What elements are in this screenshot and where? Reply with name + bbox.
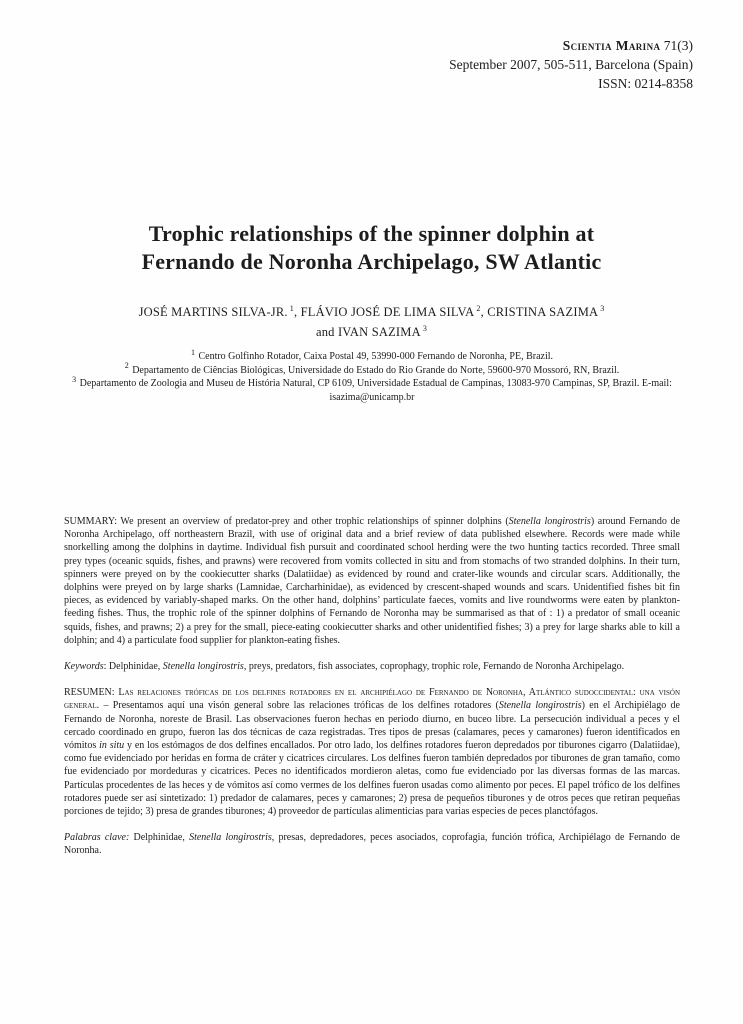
abstract-block bbox=[64, 515, 680, 871]
species-name-italic: Stenella longirostris bbox=[162, 661, 244, 673]
article-title-line1: Trophic relationships of the spinner dolphin at bbox=[148, 221, 595, 246]
journal-issn-line: ISSN: 0214-8358 bbox=[598, 76, 693, 91]
species-name-italic: Stenella longirostris bbox=[498, 700, 582, 712]
affiliation-line bbox=[64, 361, 680, 378]
palabras-clave-paragraph bbox=[64, 831, 680, 857]
affiliation-superscript: 1 bbox=[190, 347, 195, 357]
affiliation-superscript: 2 bbox=[124, 361, 129, 371]
resumen-smallcaps-title: Las relaciones tróficas de los delfines rotadores en el archipiélago de Fernando de Noronha, Atlántico sudoccidental: una visón general. bbox=[64, 687, 680, 712]
keywords-text: , preys, predators, fish associates, coprophagy, trophic role, Fernando de Noronha Archipelago. bbox=[243, 661, 625, 673]
article-title bbox=[0, 220, 743, 276]
author-separator: , bbox=[293, 305, 301, 319]
resumen-paragraph bbox=[64, 686, 680, 818]
affiliation-text: Departamento de Zoologia and Museu de História Natural, CP 6109, Universidade Estadual de Campinas, 13083-970 Campinas, SP, Brazil. E-mail: isazima@unicamp.br bbox=[77, 378, 672, 403]
authors-line-1 bbox=[0, 302, 743, 322]
resumen-text: – Presentamos aquí una visón general sobre las relaciones tróficas de los delfines rotadores ( bbox=[99, 700, 499, 712]
resumen-text: ) en el Archipiélago de Fernando de Noronha, noreste de Brasil. Las observaciones fueron hechas en periodo diurno, en buceo libre. La persecución individual a peces y el cercado coordinado en grupo, fueron las dos técnicas de caza registradas. Tres tipos de presas (calamares, peces y camarones) fueron identificados en vómitos bbox=[64, 700, 680, 752]
author-superscript: 3 bbox=[600, 303, 605, 313]
palabras-clave-text: Delphinidae, bbox=[129, 832, 190, 844]
journal-header bbox=[449, 36, 693, 93]
author-name: IVAN SAZIMA bbox=[337, 325, 421, 339]
affiliation-line bbox=[64, 374, 680, 404]
author-name: CRISTINA SAZIMA bbox=[487, 305, 599, 319]
author-name: JOSÉ MARTINS SILVA-JR. bbox=[138, 305, 288, 319]
summary-paragraph bbox=[64, 515, 680, 647]
species-name-italic: Stenella longirostris bbox=[189, 832, 272, 844]
authors-and: and bbox=[315, 325, 338, 339]
resumen-text: y en los estómagos de dos delfines encallados. Por otro lado, los delfines rotadores fueron depredados por tiburones cigarro (Dalatiidae), como fue evidenciado por heridas en forma de cráter y cicatrices circulares. Los delfines fueron también depredados por tiburones de gran tamaño, como fue evidenciado por mordeduras y cicatrices. Peces no identificados mordieron aletas, como fue evidenciado por las diversas formas de las marcas. Partículas procedentes de las heces y de vómitos así como vermes de los delfines fueron usadas como alimento por peces. El papel trófico de los delfines rotadores puede ser así sintetizado: 1) predador de calamares, peces y camarones; 2) presa de pequeños tiburones y de otros peces que retiran pequeñas porciones de tejido; 3) presa de grandes tiburones; 4) proveedor de partículas alimenticias para varias especies de peces planctófagos. bbox=[64, 740, 680, 818]
keywords-paragraph bbox=[64, 660, 680, 673]
author-superscript: 3 bbox=[422, 323, 428, 333]
author-name: FLÁVIO JOSÉ DE LIMA SILVA bbox=[300, 305, 475, 319]
resumen-label: RESUMEN: bbox=[64, 687, 119, 699]
article-title-line2: Fernando de Noronha Archipelago, SW Atlantic bbox=[141, 249, 602, 274]
authors-block bbox=[0, 302, 743, 342]
affiliation-superscript: 3 bbox=[72, 374, 77, 384]
species-name-italic: Stenella longirostris bbox=[508, 516, 591, 527]
journal-issue: 71(3) bbox=[660, 38, 693, 53]
affiliation-text: Departamento de Ciências Biológicas, Universidade do Estado do Rio Grande do Norte, 59600-970 Mossoró, RN, Brazil. bbox=[129, 364, 620, 376]
keywords-label: Keywords bbox=[64, 661, 104, 673]
summary-text: ) around Fernando de Noronha Archipelago, off northeastern Brazil, with use of original data and a brief review of data published elsewhere. Records were made while snorkelling among the dolphins in daytime. Individual fish pursuit and coordinated school herding were the two hunting tactics recorded. Three small prey types (oceanic squids, fishes, and prawns) were recovered from vomits collected in situ and from stomachs of two stranded dolphins. In their turn, spinners were preyed on by the cookiecutter sharks (Dalatiidae) as evidenced by round and crater-like wounds and circular scars. Additionally, the dolphins were preyed on by large sharks (Lamnidae, Carcharhinidae), as evidenced by crescent-shaped wounds and scars. Unidentified fishes bit fin pieces, as evidenced by variably-shaped marks. On the other hand, dolphins’ particulate faeces, vomits and live roundworms were eaten by plankton-feeding fishes. Thus, the trophic role of the spinner dolphins of Fernando de Noronha may be summarised as that of : 1) a predator of small oceanic squids, fishes, and prawns; 2) a prey for the small, piece-eating cookiecutter sharks and other unidentified fishes; 3) a prey for large sharks able to kill a dolphin; and 4) a particulate food supplier for plankton-eating fishes. bbox=[64, 516, 680, 646]
in-situ-italic: in situ bbox=[99, 740, 125, 752]
author-superscript: 2 bbox=[476, 303, 481, 313]
journal-date-line: September 2007, 505-511, Barcelona (Spain) bbox=[449, 57, 693, 72]
author-superscript: 1 bbox=[289, 303, 294, 313]
author-separator: , bbox=[480, 305, 488, 319]
keywords-text: : Delphinidae, bbox=[103, 661, 163, 673]
affiliation-line bbox=[64, 347, 680, 364]
journal-name: Scientia Marina bbox=[562, 38, 661, 53]
affiliation-text: Centro Golfinho Rotador, Caixa Postal 49, 53990-000 Fernando de Noronha, PE, Brazil. bbox=[195, 351, 554, 362]
journal-header-line1 bbox=[449, 36, 693, 55]
affiliations-block bbox=[64, 347, 680, 404]
palabras-clave-label: Palabras clave: bbox=[64, 832, 130, 844]
summary-text: SUMMARY: We present an overview of predator-prey and other trophic relationships of spinner dolphins ( bbox=[64, 516, 509, 527]
palabras-clave-text: , presas, depredadores, peces asociados, coprofagia, función trófica, Archipiélago de Fernando de Noronha. bbox=[64, 832, 680, 857]
authors-line-2 bbox=[0, 322, 743, 342]
